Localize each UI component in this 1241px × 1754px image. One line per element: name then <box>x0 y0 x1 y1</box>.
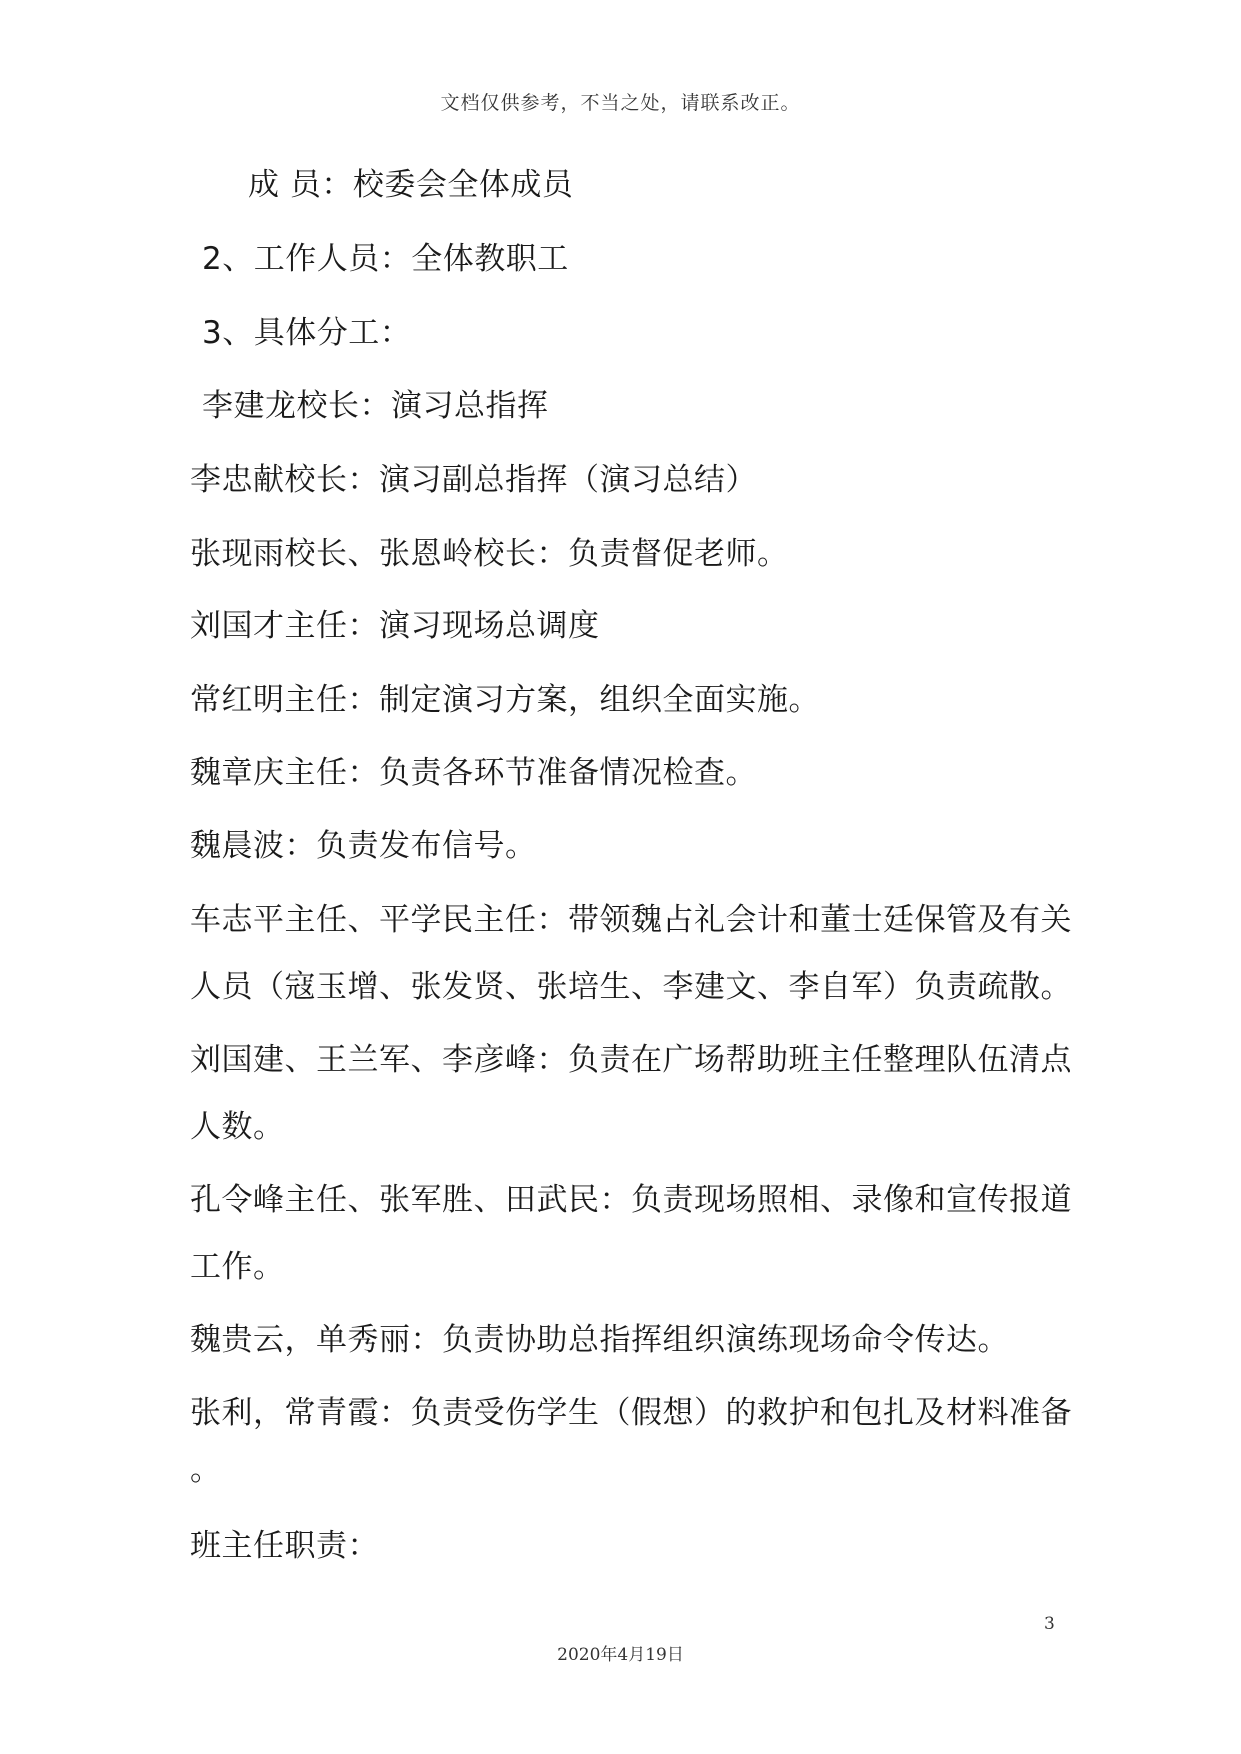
text-line: 李忠献校长：演习副总指挥（演习总结） <box>190 462 757 498</box>
page-number: 3 <box>1044 1614 1055 1634</box>
text-line: 人员（寇玉增、张发贤、张培生、李建文、李自军）负责疏散。 <box>190 969 1072 1005</box>
text-line: 刘国才主任：演习现场总调度 <box>190 608 600 644</box>
text-line: 。 <box>190 1452 222 1488</box>
footer-date: 2020年4月19日 <box>557 1645 684 1665</box>
text-line: 张利，常青霞：负责受伤学生（假想）的救护和包扎及材料准备 <box>190 1395 1072 1431</box>
text-line: 成 员：校委会全体成员 <box>248 167 574 203</box>
text-line: 常红明主任：制定演习方案，组织全面实施。 <box>190 682 820 718</box>
text-line: 3、具体分工： <box>202 315 412 351</box>
text-line: 魏晨波：负责发布信号。 <box>190 828 537 864</box>
text-line: 魏章庆主任：负责各环节准备情况检查。 <box>190 755 757 791</box>
text-line: 李建龙校长：演习总指挥 <box>202 388 549 424</box>
text-line: 张现雨校长、张恩岭校长：负责督促老师。 <box>190 536 789 572</box>
text-line: 孔令峰主任、张军胜、田武民：负责现场照相、录像和宣传报道 <box>190 1182 1072 1218</box>
text-line: 工作。 <box>190 1249 285 1285</box>
text-line: 班主任职责： <box>190 1528 379 1564</box>
text-line: 2、工作人员：全体教职工 <box>202 241 569 277</box>
text-line: 人数。 <box>190 1109 285 1145</box>
text-line: 车志平主任、平学民主任：带领魏占礼会计和董士廷保管及有关 <box>190 902 1072 938</box>
page-header-note: 文档仅供参考，不当之处，请联系改正。 <box>440 92 801 114</box>
text-line: 刘国建、王兰军、李彦峰：负责在广场帮助班主任整理队伍清点 <box>190 1042 1072 1078</box>
text-line: 魏贵云，单秀丽：负责协助总指挥组织演练现场命令传达。 <box>190 1322 1009 1358</box>
